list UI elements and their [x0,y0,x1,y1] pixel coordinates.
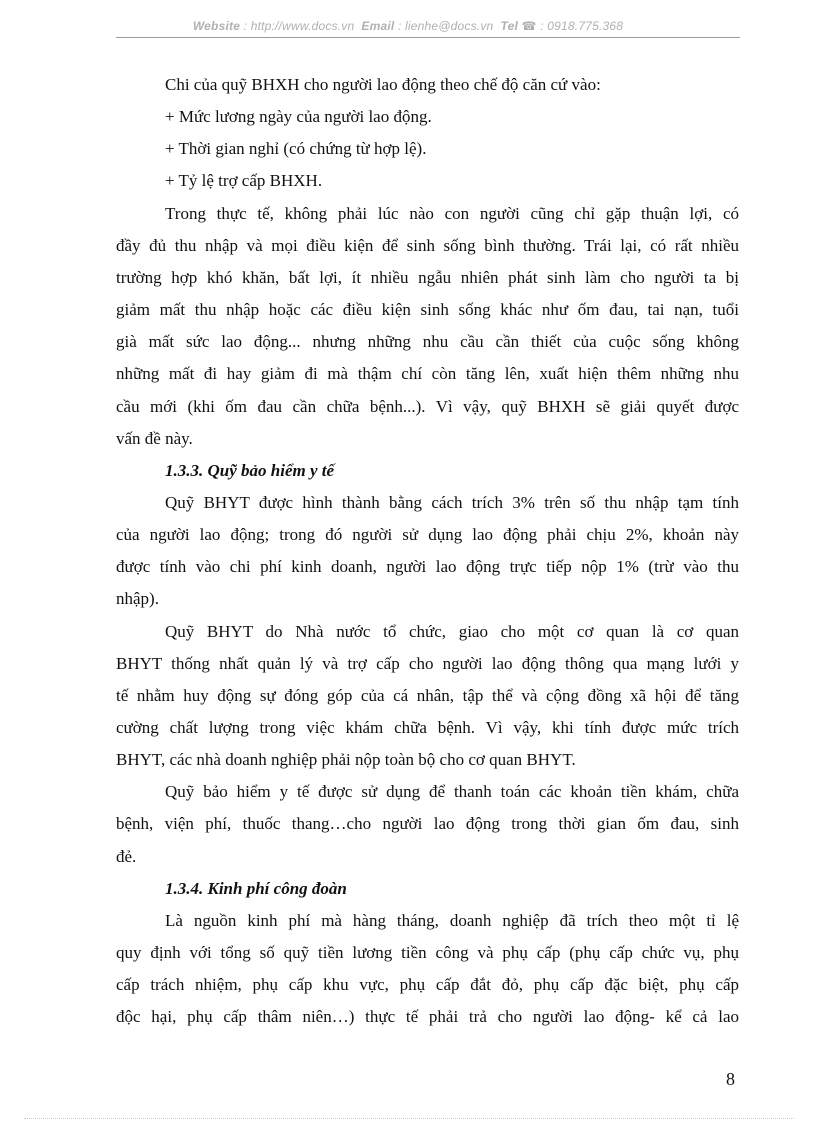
header-tel-value: ☎ : 0918.775.368 [521,19,624,33]
text-line: già mất sức lao động... nhưng những nhu cầu cần thiết của cuộc sống không [116,332,739,352]
page-number: 8 [726,1069,735,1089]
text-line: nhập). [116,589,159,609]
text-line: trường hợp khó khăn, bất lợi, ít nhiều ngẫu nhiên phát sinh làm cho người ta bị [116,267,739,287]
text-line: BHYT thống nhất quản lý và trợ cấp cho người lao động thông qua mạng lưới y [116,653,739,673]
text-line: những mất đi hay giảm đi mà thậm chí còn tăng lên, xuất hiện thêm những nhu [116,364,739,384]
text-line: vấn đề này. [116,428,193,448]
text-line: Quỹ BHYT được hình thành bằng cách trích 3% trên số thu nhập tạm tính [165,492,739,512]
text-line: + Mức lương ngày của người lao động. [165,107,432,127]
header-website-value: : http://www.docs.vn [243,19,355,33]
text-line: bệnh, viện phí, thuốc thang…cho người lao động trong thời gian ốm đau, sinh [116,814,739,834]
text-line: Quỹ BHYT do Nhà nước tổ chức, giao cho một cơ quan là cơ quan [165,621,739,641]
section-heading: 1.3.3. Quỹ bảo hiểm y tế [165,460,335,480]
text-line: độc hại, phụ cấp thâm niên…) thực tế phải trả cho người lao động- kể cả lao [116,1007,739,1027]
header-divider [116,37,740,38]
header-email-label: Email [361,19,395,33]
page-header [0,19,816,33]
text-line: tế nhằm huy động sự đóng góp của cá nhân, tập thể và cộng đồng xã hội để tăng [116,685,739,705]
text-line: quy định với tổng số quỹ tiền lương tiền công và phụ cấp (phụ cấp chức vụ, phụ [116,943,739,963]
text-line: đầy đủ thu nhập và mọi điều kiện để sinh sống bình thường. Trái lại, có rất nhiều [116,235,739,255]
text-line: được tính vào chi phí kinh doanh, người lao động trực tiếp nộp 1% (trừ vào thu [116,557,739,577]
header-email-value: : lienhe@docs.vn [397,19,494,33]
section-heading: 1.3.4. Kinh phí công đoàn [165,878,347,898]
text-line: giảm mất thu nhập hoặc các điều kiện sinh sống khác như ốm đau, tai nạn, tuổi [116,300,739,320]
text-line: + Tỷ lệ trợ cấp BHXH. [165,171,323,191]
header-website-label: Website [192,19,241,33]
text-line: BHYT, các nhà doanh nghiệp phải nộp toàn bộ cho cơ quan BHYT. [116,750,576,770]
header-tel-label: Tel [500,19,518,33]
page-bottom-border [24,1118,794,1119]
text-line: đẻ. [116,846,137,866]
text-line: cầu mới (khi ốm đau cần chữa bệnh...). Vì vậy, quỹ BHXH sẽ giải quyết được [116,396,739,416]
text-line: của người lao động; trong đó người sử dụng lao động phải chịu 2%, khoản này [116,525,739,545]
text-line: Chi của quỹ BHXH cho người lao động theo chế độ căn cứ vào: [165,75,601,94]
text-line: + Thời gian nghỉ (có chứng từ hợp lệ). [165,139,427,159]
text-line: cường chất lượng trong việc khám chữa bệnh. Vì vậy, khi tính được mức trích [116,718,739,737]
text-line: Quỹ bảo hiểm y tế được sử dụng để thanh toán các khoản tiền khám, chữa [165,782,739,802]
text-line: Là nguồn kinh phí mà hàng tháng, doanh nghiệp đã trích theo một tỉ lệ [165,910,739,930]
text-line: cấp trách nhiệm, phụ cấp khu vực, phụ cấp đắt đỏ, phụ cấp đặc biệt, phụ cấp [116,975,739,995]
text-line: Trong thực tế, không phải lúc nào con người cũng chỉ gặp thuận lợi, có [165,203,739,223]
